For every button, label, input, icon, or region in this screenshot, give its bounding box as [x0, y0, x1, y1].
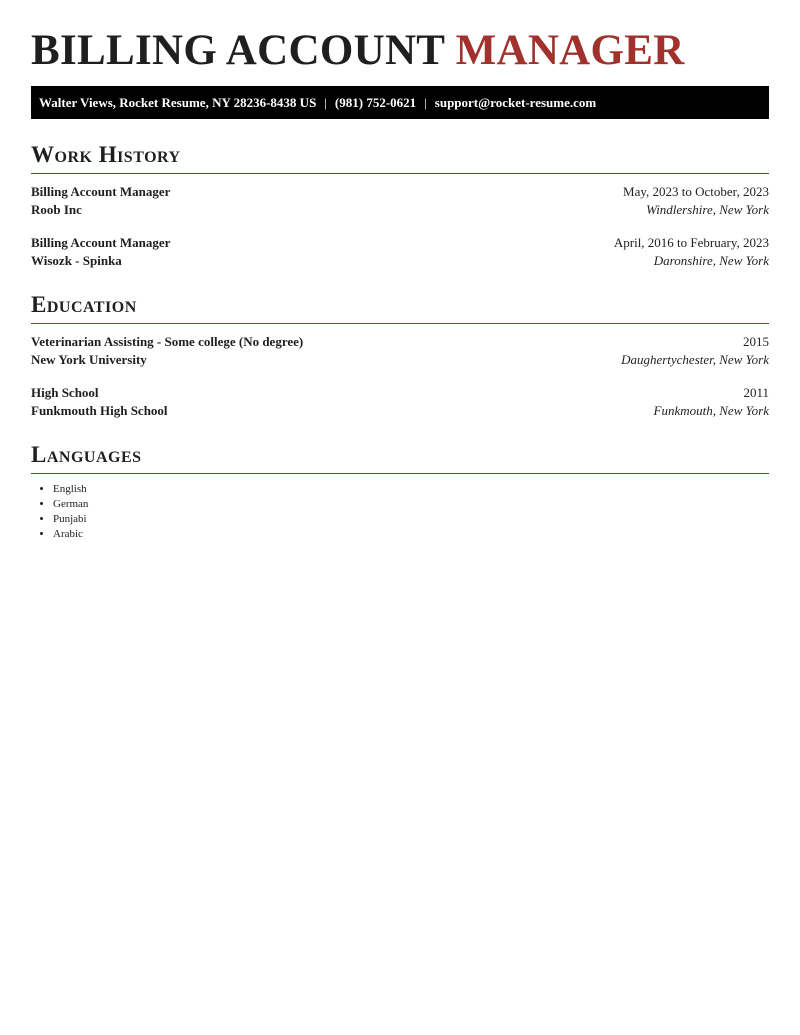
section-heading-languages: Languages	[31, 441, 769, 474]
language-item: • German	[53, 497, 769, 512]
work-dates: April, 2016 to February, 2023	[613, 235, 769, 250]
education-degree: Veterinarian Assisting - Some college (No degree)	[31, 334, 304, 349]
resume-title	[31, 0, 769, 75]
contact-separator: |	[424, 94, 427, 110]
education-year: 2015	[743, 334, 769, 349]
education-entry-row	[31, 351, 769, 369]
work-entry	[31, 234, 769, 269]
education-year: 2011	[743, 385, 769, 400]
work-entry-row	[31, 183, 769, 201]
work-entry-row	[31, 234, 769, 252]
work-entry-row	[31, 201, 769, 219]
work-dates: May, 2023 to October, 2023	[623, 184, 769, 199]
education-school: Funkmouth High School	[31, 402, 168, 418]
section-heading-education: Education	[31, 291, 769, 324]
work-role: Billing Account Manager	[31, 184, 171, 199]
work-history-entries	[31, 174, 769, 269]
work-entry-row	[31, 252, 769, 270]
education-entry-row	[31, 384, 769, 402]
contact-email: support@rocket-resume.com	[434, 94, 597, 110]
language-item: • Arabic	[53, 527, 769, 542]
section-heading-work-history: Work History	[31, 141, 769, 174]
languages-section	[31, 441, 769, 542]
education-entry-row	[31, 402, 769, 420]
education-section	[31, 291, 769, 419]
contact-phone: (981) 752-0621	[334, 94, 417, 110]
title-name-accent: MANAGER	[455, 27, 685, 74]
education-location: Funkmouth, New York	[653, 402, 769, 418]
work-role: Billing Account Manager	[31, 235, 171, 250]
language-item: • English	[53, 482, 769, 497]
contact-address: Walter Views, Rocket Resume, NY 28236-8438 US	[39, 94, 317, 110]
work-entry	[31, 183, 769, 218]
contact-separator: |	[324, 94, 327, 110]
languages-list	[31, 474, 769, 542]
education-entry-row	[31, 333, 769, 351]
education-entry	[31, 333, 769, 368]
title-name-primary: BILLING ACCOUNT	[31, 27, 445, 74]
work-location: Daronshire, New York	[653, 252, 769, 268]
work-history-section	[31, 141, 769, 269]
education-school: New York University	[31, 351, 147, 367]
language-item: • Punjabi	[53, 512, 769, 527]
contact-bar	[31, 86, 769, 119]
work-location: Windlershire, New York	[646, 201, 769, 217]
education-location: Daughertychester, New York	[621, 351, 769, 367]
education-degree: High School	[31, 385, 99, 400]
work-company: Wisozk - Spinka	[31, 252, 122, 268]
work-company: Roob Inc	[31, 201, 82, 217]
education-entries	[31, 324, 769, 419]
education-entry	[31, 384, 769, 419]
